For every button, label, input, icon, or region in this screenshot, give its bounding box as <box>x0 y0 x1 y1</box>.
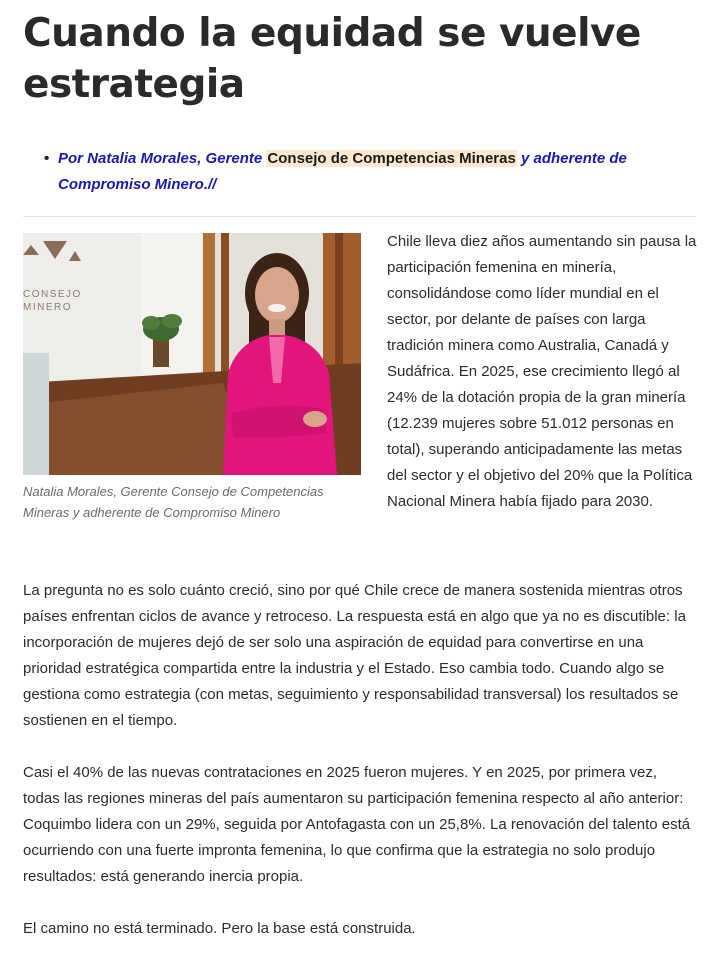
photo-logo-text <box>23 288 83 314</box>
body-paragraph: La pregunta no es solo cuánto creció, sino por qué Chile crece de manera sostenida mientras otros países enfrentan ciclos de avance y retroceso. La respuesta está en algo que ya no es discutible: la incorporación de mujeres dejó de ser solo una aspiración de equidad para convertirse en una prioridad estratégica compartida entre la industria y el Estado. Eso cambia todo. Cuando algo se gestiona como estrategia (con metas, seguimiento y responsabilidad transversal) los resultados se sostienen en el tiempo. <box>23 582 686 729</box>
byline-author[interactable]: Por Natalia Morales, Gerente <box>58 150 263 167</box>
bullet-icon: • <box>44 150 50 167</box>
closing-paragraph: El camino no está terminado. Pero la base está construida. <box>23 920 416 937</box>
figure <box>23 233 361 523</box>
article <box>23 0 696 942</box>
divider <box>23 216 696 217</box>
author-photo <box>23 233 361 475</box>
logo-line-2: MINERO <box>23 302 72 313</box>
photo-caption: Natalia Morales, Gerente Consejo de Competencias Mineras y adherente de Compromiso Minero <box>23 484 324 520</box>
byline-affiliation[interactable]: y adherente de Compromiso Minero.// <box>58 150 627 193</box>
feature-section <box>23 233 696 548</box>
byline <box>44 146 696 198</box>
logo-line-1: CONSEJO <box>23 289 82 300</box>
byline-highlight: Consejo de Competencias Mineras <box>267 150 516 167</box>
byline-list <box>23 146 696 198</box>
intro-paragraph: Chile lleva diez años aumentando sin pausa la participación femenina en minería, consolidándose como líder mundial en el sector, por delante de países con larga tradición minera como Australia, Canadá y Sudáfrica. En 2025, ese crecimiento llegó al 24% de la dotación propia de la gran minería (12.239 mujeres sobre 51.012 personas en total), superando anticipadamente las metas del sector y el objetivo del 20% que la Política Nacional Minera había fijado para 2030. <box>387 233 697 510</box>
body-paragraph: Casi el 40% de las nuevas contrataciones en 2025 fueron mujeres. Y en 2025, por primera vez, todas las regiones mineras del país aumentaron su participación femenina respecto al año anterior: Coquimbo lidera con un 29%, seguida por Antofagasta con un 25,8%. La renovación del talento está ocurriendo con una fuerte impronta femenina, lo que confirma que la estrategia no solo produjo resultados: está generando inercia propia. <box>23 764 691 885</box>
article-title: Cuando la equidad se vuelve estrategia <box>23 11 641 107</box>
